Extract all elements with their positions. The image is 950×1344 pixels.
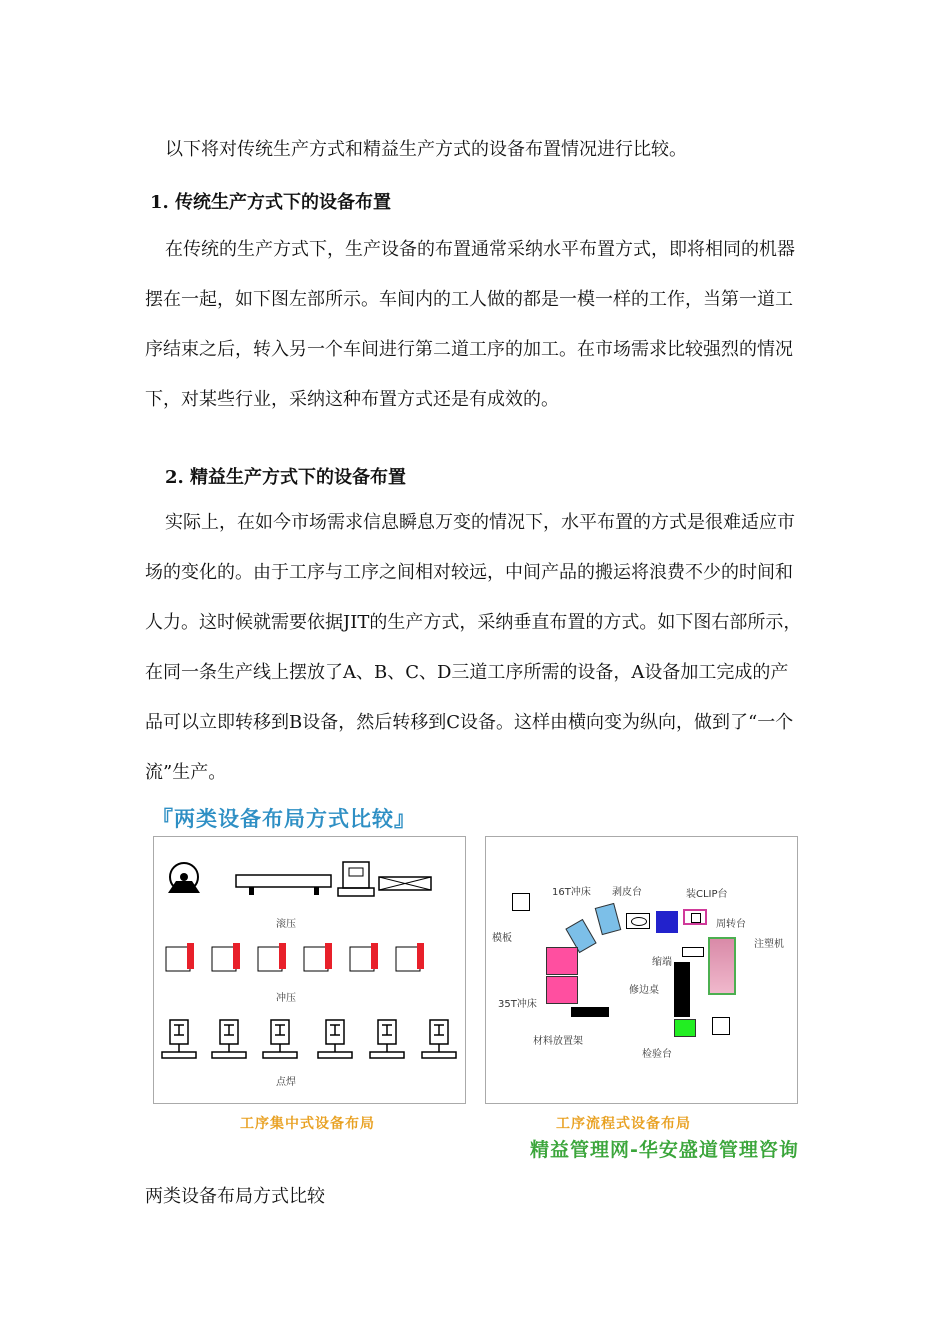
empty-station <box>712 1017 730 1035</box>
label-inspect: 检验台 <box>642 1049 672 1060</box>
section1-body: 在传统的生产方式下，生产设备的布置通常采纳水平布置方式，即将相同的机器摆在一起，如下图左部所示。车间内的工人做的都是一模一样的工作，当第一道工序结束之后，转入另一个车间进行第二道工序的加工。在市场需求比较强烈的情况下，对某些行业，采纳这种布置方式还是有成效的。 <box>145 239 795 410</box>
label-template: 模板 <box>492 933 512 944</box>
press-unit-icon <box>338 862 374 896</box>
centralized-layout-diagram <box>154 837 465 1103</box>
right-caption: 工序流程式设备布局 <box>556 1116 691 1132</box>
punch-machines-row <box>166 943 424 971</box>
label-rack: 材料放置架 <box>533 1036 583 1047</box>
label-punch35: 35T冲床 <box>498 999 537 1010</box>
shrink-station <box>656 911 678 933</box>
label-punch16: 16T冲床 <box>552 887 591 898</box>
section2-body: 实际上，在如今市场需求信息瞬息万变的情况下，水平布置的方式是很难适应市场的变化的。由于工序与工序之间相对较远，中间产品的搬运将浪费不少的时间和人力。这时候就需要依据JIT的生产方式，采纳垂直布置的方式。如下图右部所示，在同一条生产线上摆放了A、B、C、D三道工序所需的设备，A设备加工完成的产品可以立即转移到B设备，然后转移到C设备。这样由横向变为纵向，做到了“一个流”生产。 <box>145 512 802 783</box>
peel-station <box>626 913 650 929</box>
left-layout-panel <box>153 836 466 1104</box>
punch35-station-a <box>546 947 578 975</box>
roller-machine-icon <box>168 863 200 893</box>
inspection-table <box>674 1019 696 1037</box>
left-caption: 工序集中式设备布局 <box>240 1116 375 1132</box>
punch35-station-b <box>546 976 578 1004</box>
row-label-punching: 冲压 <box>276 993 296 1004</box>
intro-paragraph: 以下将对传统生产方式和精益生产方式的设备布置情况进行比较。 <box>165 139 687 160</box>
spot-welders-row <box>162 1020 456 1058</box>
template-station <box>512 893 530 911</box>
punch16-station-b <box>595 903 622 935</box>
label-mold: 注塑机 <box>754 939 784 950</box>
section2-heading: 2. 精益生产方式下的设备布置 <box>165 467 407 488</box>
turn-table <box>682 947 704 957</box>
label-turn: 周转台 <box>716 919 746 930</box>
trimming-table <box>674 962 690 1017</box>
label-trim: 修边桌 <box>629 985 659 996</box>
row-label-spot-welding: 点焊 <box>276 1077 296 1088</box>
label-peel: 剥皮台 <box>612 887 642 898</box>
label-shrink: 缩端 <box>652 957 672 968</box>
press-table-icon <box>236 875 331 895</box>
brand-watermark: 精益管理网-华安盛道管理咨询 <box>530 1139 799 1161</box>
right-layout-panel <box>485 836 798 1104</box>
injection-molding-machine <box>708 937 736 995</box>
material-rack <box>571 1007 609 1017</box>
label-clip: 装CLIP台 <box>686 889 728 900</box>
row-label-rolling: 滚压 <box>276 919 296 930</box>
figure-title: 『两类设备布局方式比较』 <box>152 807 416 831</box>
crate-icon <box>379 877 431 890</box>
figure-caption-text: 两类设备布局方式比较 <box>145 1186 325 1207</box>
section1-heading: 1. 传统生产方式下的设备布置 <box>150 192 392 213</box>
clip-station <box>683 909 707 925</box>
